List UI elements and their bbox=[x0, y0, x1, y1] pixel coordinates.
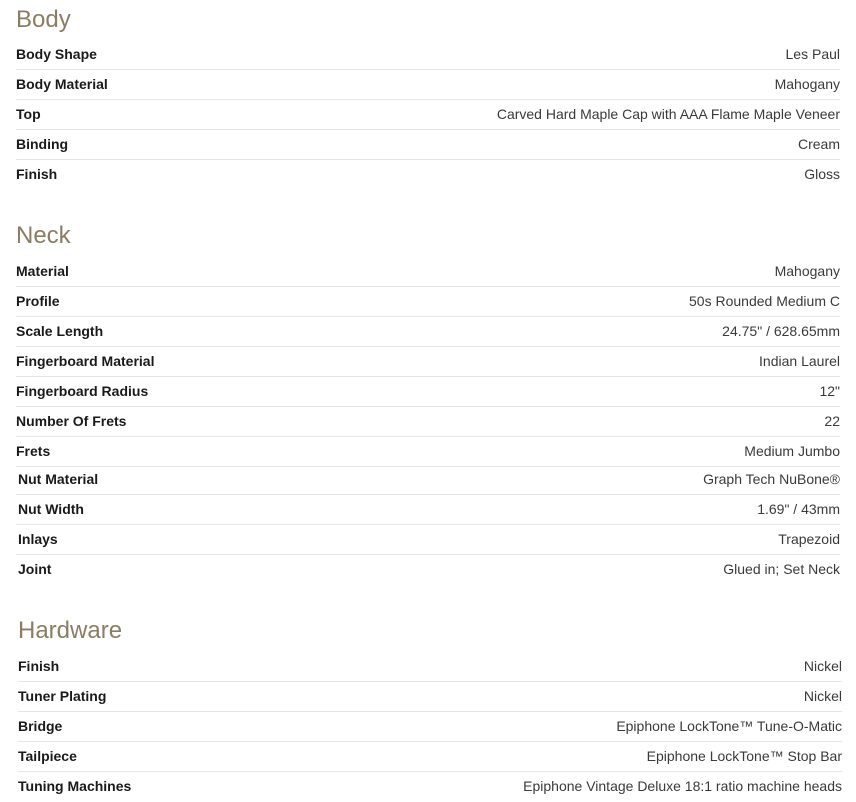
spec-label: Binding bbox=[16, 136, 69, 152]
spec-row bbox=[16, 525, 840, 555]
spec-value: Glued in; Set Neck bbox=[723, 561, 840, 577]
spec-label: Fingerboard Material bbox=[16, 353, 155, 369]
spec-label: Number Of Frets bbox=[16, 413, 127, 429]
spec-row bbox=[18, 712, 842, 742]
spec-row bbox=[16, 100, 840, 130]
spec-row bbox=[16, 555, 840, 585]
spec-label: Fingerboard Radius bbox=[16, 383, 149, 399]
spec-label: Frets bbox=[16, 443, 51, 459]
spec-row bbox=[16, 437, 840, 467]
spec-row bbox=[18, 652, 842, 682]
spec-row bbox=[16, 347, 840, 377]
spec-row bbox=[16, 287, 840, 317]
spec-label: Finish bbox=[18, 658, 60, 674]
spec-value: Carved Hard Maple Cap with AAA Flame Maple Veneer bbox=[496, 106, 840, 122]
spec-value: Cream bbox=[797, 136, 840, 152]
spec-row bbox=[16, 407, 840, 437]
spec-label: Joint bbox=[18, 561, 52, 577]
spec-label: Finish bbox=[16, 166, 58, 182]
spec-label: Inlays bbox=[18, 531, 58, 547]
section-title-neck: Neck bbox=[16, 222, 71, 249]
spec-value: Trapezoid bbox=[778, 531, 840, 547]
spec-row bbox=[16, 130, 840, 160]
spec-value: Nickel bbox=[803, 688, 842, 704]
spec-value: 50s Rounded Medium C bbox=[689, 293, 840, 309]
spec-value: Mahogany bbox=[774, 263, 840, 279]
spec-value: Gloss bbox=[804, 166, 840, 182]
body-specs-table bbox=[16, 40, 840, 190]
spec-row bbox=[18, 772, 842, 802]
spec-value: Mahogany bbox=[774, 76, 840, 92]
spec-row bbox=[16, 377, 840, 407]
spec-value: 1.69" / 43mm bbox=[757, 501, 840, 517]
spec-row bbox=[16, 465, 840, 495]
spec-label: Nut Width bbox=[18, 501, 84, 517]
spec-value: Nickel bbox=[803, 658, 842, 674]
spec-label: Body Material bbox=[16, 76, 108, 92]
spec-value: Medium Jumbo bbox=[744, 443, 840, 459]
spec-label: Scale Length bbox=[16, 323, 104, 339]
spec-value: Les Paul bbox=[785, 46, 840, 62]
spec-label: Bridge bbox=[18, 718, 63, 734]
spec-row bbox=[18, 682, 842, 712]
section-title-hardware: Hardware bbox=[18, 617, 123, 644]
spec-value: Graph Tech NuBone® bbox=[703, 471, 840, 487]
spec-row bbox=[16, 160, 840, 190]
spec-row bbox=[16, 40, 840, 70]
hardware-specs-table bbox=[18, 652, 842, 802]
spec-row bbox=[16, 70, 840, 100]
spec-row bbox=[16, 257, 840, 287]
spec-value: 22 bbox=[824, 413, 840, 429]
spec-label: Nut Material bbox=[18, 471, 99, 487]
spec-label: Material bbox=[16, 263, 69, 279]
spec-label: Top bbox=[16, 106, 41, 122]
section-title-body: Body bbox=[16, 6, 71, 33]
spec-value: Epiphone Vintage Deluxe 18:1 ratio machine heads bbox=[523, 778, 842, 794]
spec-label: Body Shape bbox=[16, 46, 97, 62]
spec-label: Tuning Machines bbox=[18, 778, 132, 794]
spec-label: Tuner Plating bbox=[18, 688, 107, 704]
spec-row bbox=[16, 495, 840, 525]
spec-value: 24.75" / 628.65mm bbox=[722, 323, 840, 339]
spec-value: Indian Laurel bbox=[759, 353, 840, 369]
spec-label: Tailpiece bbox=[18, 748, 77, 764]
spec-value: Epiphone LockTone™ Tune-O-Matic bbox=[616, 718, 842, 734]
spec-value: 12" bbox=[819, 383, 840, 399]
neck-specs-table bbox=[16, 257, 840, 585]
spec-row bbox=[16, 317, 840, 347]
spec-label: Profile bbox=[16, 293, 60, 309]
spec-value: Epiphone LockTone™ Stop Bar bbox=[646, 748, 842, 764]
spec-row bbox=[18, 742, 842, 772]
